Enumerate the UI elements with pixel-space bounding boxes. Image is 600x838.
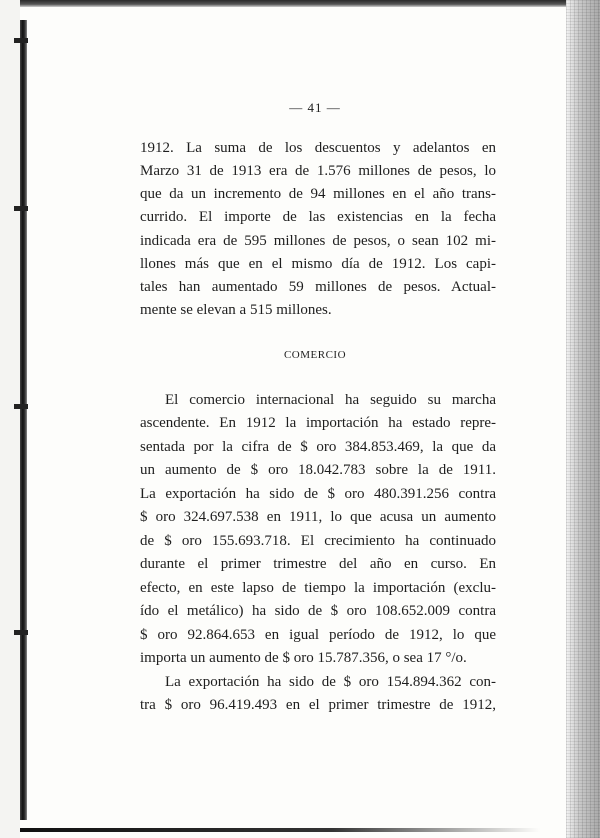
binding-mark [14,206,28,211]
binding-mark [14,404,28,409]
section-heading: COMERCIO [283,349,347,361]
binding-mark [14,38,28,43]
text-line: $ oro 324.697.538 en 1911, lo que acusa un aumento [140,509,496,525]
text-line: sentada por la cifra de $ oro 384.853.469, la que da [140,439,496,455]
text-line: que da un incremento de 94 millones en el año trans- [140,186,496,202]
binding-edge [20,20,27,820]
text-line: La exportación ha sido de $ oro 154.894.362 con- [165,674,496,690]
scan-right-edge [566,0,600,838]
scan-bottom-edge [20,828,540,832]
text-line: mente se elevan a 515 millones. [140,302,332,318]
text-line: importa un aumento de $ oro 15.787.356, o sea 17 °/o. [140,650,467,666]
scan-top-edge [20,0,600,7]
text-line: ído el metálico) ha sido de $ oro 108.652.009 contra [140,603,496,619]
text-line: tales han aumentado 59 millones de pesos. Actual- [140,279,496,295]
text-line: ascendente. En 1912 la importación ha estado repre- [140,415,496,431]
binding-mark [14,630,28,635]
text-line: un aumento de $ oro 18.042.783 sobre la de 1911. [140,462,496,478]
page-number: — 41 — [289,100,341,115]
text-line: durante el primer trimestre del año en curso. En [140,556,496,572]
text-line: 1912. La suma de los descuentos y adelantos en [140,140,496,156]
text-line: La exportación ha sido de $ oro 480.391.256 contra [140,486,496,502]
text-line: indicada era de 595 millones de pesos, o sean 102 mi- [140,233,496,249]
text-line: tra $ oro 96.419.493 en el primer trimestre de 1912, [140,697,496,713]
scan-left-margin [0,0,20,838]
text-line: El comercio internacional ha seguido su marcha [165,392,496,408]
text-line: de $ oro 155.693.718. El crecimiento ha continuado [140,533,496,549]
text-line: currido. El importe de las existencias en la fecha [140,209,496,225]
text-line: $ oro 92.864.653 en igual período de 1912, lo que [140,627,496,643]
text-line: llones más que en el mismo día de 1912. Los capi- [140,256,496,272]
text-line: efecto, en este lapso de tiempo la importación (exclu- [140,580,496,596]
text-line: Marzo 31 de 1913 era de 1.576 millones de pesos, lo [140,163,496,179]
